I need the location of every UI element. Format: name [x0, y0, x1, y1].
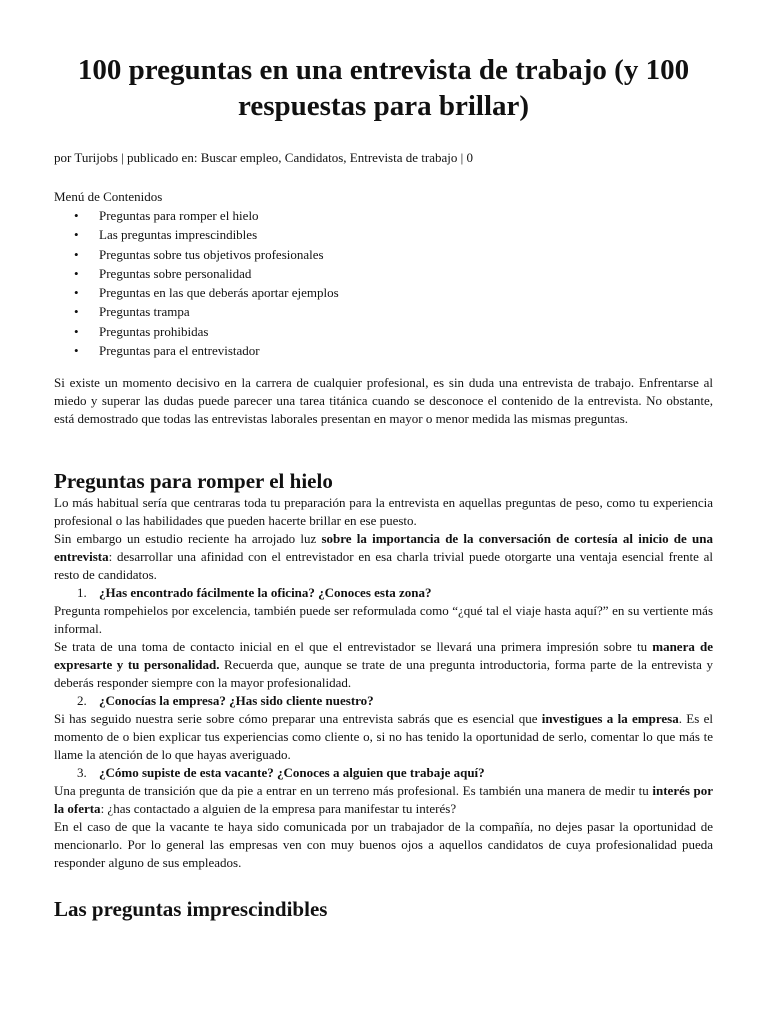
bold-text: manera de expresarte y tu personalidad. [54, 639, 713, 673]
answer-paragraph [54, 638, 713, 692]
question-number: 3. [77, 765, 87, 781]
toc-item[interactable]: • Preguntas para el entrevistador [99, 341, 713, 360]
paragraph [54, 530, 713, 584]
answer-paragraph: En el caso de que la vacante te haya sido comunicada por un trabajador de la compañía, no dejes pasar la oportunidad de mencionarlo. Por lo general las empresas ven con muy buenos ojos a aquellos candidatos de cuya profesionalidad pueda responder alguno de sus empleados. [54, 819, 713, 871]
toc-item[interactable]: • Preguntas trampa [99, 302, 713, 321]
section-heading: Preguntas para romper el hielo [54, 469, 333, 494]
text: : ¿has contactado a alguien de la empresa para manifestar tu interés? [100, 801, 457, 817]
question-number: 2. [77, 693, 87, 709]
toc-item[interactable]: • Preguntas sobre tus objetivos profesionales [99, 245, 713, 264]
question-item [77, 764, 713, 782]
question-text: ¿Cómo supiste de esta vacante? ¿Conoces a alguien que trabaje aquí? [99, 765, 485, 781]
question-list [54, 692, 713, 710]
answer-paragraph [54, 782, 713, 818]
toc-item[interactable]: • Preguntas sobre personalidad [99, 264, 713, 283]
section-heading: Las preguntas imprescindibles [54, 897, 328, 922]
table-of-contents [54, 206, 713, 360]
question-text: ¿Conocías la empresa? ¿Has sido cliente nuestro? [99, 693, 374, 709]
text: Una pregunta de transición que da pie a entrar en un terreno más profesional. Es también una manera de medir tu [54, 783, 653, 799]
paragraph: Lo más habitual sería que centraras toda tu preparación para la entrevista en aquellas preguntas de peso, como tu experiencia profesional o las habilidades que pueden hacerte brillar en ese puesto. [54, 495, 713, 529]
intro-paragraph: Si existe un momento decisivo en la carrera de cualquier profesional, es sin duda una entrevista de trabajo. Enfrentarse al miedo y superar las dudas puede parecer una tarea titánica cuando se desconoce el contenido de la entrevista. No obstante, está demostrado que todas las entrevistas laborales presentan en mayor o menor medida las mismas preguntas. [54, 375, 713, 427]
question-text: ¿Has encontrado fácilmente la oficina? ¿Conoces esta zona? [99, 585, 432, 601]
bold-text: investigues a la empresa [541, 711, 679, 727]
toc-item[interactable]: • Preguntas prohibidas [99, 322, 713, 341]
question-item [77, 584, 713, 602]
question-list [54, 764, 713, 782]
question-number: 1. [77, 585, 87, 601]
toc-item[interactable]: • Preguntas para romper el hielo [99, 206, 713, 225]
question-list [54, 584, 713, 602]
answer-paragraph: Pregunta rompehielos por excelencia, también puede ser reformulada como “¿qué tal el viaje hasta aquí?” en su vertiente más informal. [54, 603, 713, 637]
text: Si has seguido nuestra serie sobre cómo preparar una entrevista sabrás que es esencial que [54, 711, 542, 727]
toc-item[interactable]: • Preguntas en las que deberás aportar ejemplos [99, 283, 713, 302]
text: Recuerda que, aunque se trate de una pregunta introductoria, forma parte de la entrevista y deberás responder siempre con la mayor profesionalidad. [54, 657, 714, 691]
toc-title: Menú de Contenidos [54, 189, 163, 204]
bold-text: interés por la oferta [54, 783, 714, 817]
page-title: 100 preguntas en una entrevista de trabajo (y 100 respuestas para brillar) [77, 54, 690, 122]
text: . Es el momento de o bien explicar tus experiencias como cliente o, si no has tenido la oportunidad de serlo, comentar lo que más te llame la atención de lo que hayas averiguado. [54, 711, 713, 763]
question-item [77, 692, 713, 710]
post-meta: por Turijobs | publicado en: Buscar empleo, Candidatos, Entrevista de trabajo | 0 [54, 150, 473, 165]
text: : desarrollar una afinidad con el entrevistador en esa charla trivial puede otorgarte una ventaja esencial frente al resto de candidatos. [54, 549, 713, 583]
toc-item[interactable]: • Las preguntas imprescindibles [99, 225, 713, 244]
text: Se trata de una toma de contacto inicial en el que el entrevistador se llevará una primera impresión sobre tu [54, 639, 653, 655]
bold-text: sobre la importancia de la conversación de cortesía al inicio de una entrevista [54, 531, 713, 565]
answer-paragraph [54, 710, 713, 764]
text: Sin embargo un estudio reciente ha arrojado luz [54, 531, 322, 547]
